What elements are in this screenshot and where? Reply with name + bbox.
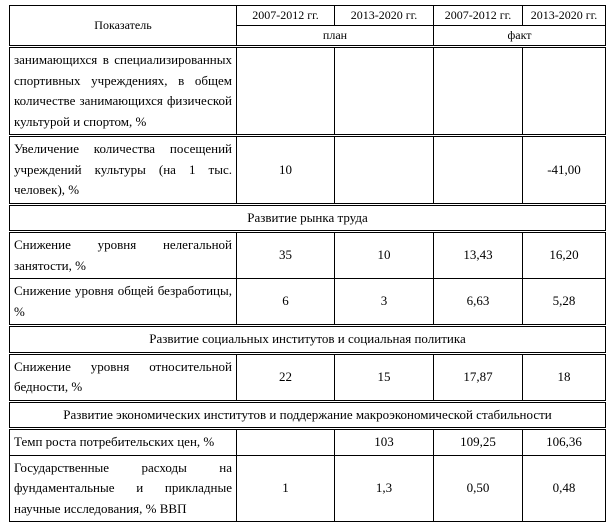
table-row bbox=[10, 455, 606, 522]
period-header: 2007-2012 гг. bbox=[237, 6, 335, 26]
value-cell bbox=[237, 429, 335, 456]
value-cell: 16,20 bbox=[523, 232, 606, 279]
fact-header: факт bbox=[434, 26, 606, 47]
indicator-label: Снижение уровня общей безработицы, % bbox=[10, 279, 237, 326]
value-cell: -41,00 bbox=[523, 136, 606, 205]
value-cell: 109,25 bbox=[434, 429, 523, 456]
indicators-table bbox=[9, 5, 606, 522]
period-header: 2013-2020 гг. bbox=[523, 6, 606, 26]
value-cell: 17,87 bbox=[434, 353, 523, 401]
value-cell: 0,48 bbox=[523, 455, 606, 522]
value-cell: 10 bbox=[335, 232, 434, 279]
section-title: Развитие социальных институтов и социальная политика bbox=[10, 326, 606, 354]
plan-header: план bbox=[237, 26, 434, 47]
value-cell: 18 bbox=[523, 353, 606, 401]
value-cell: 6 bbox=[237, 279, 335, 326]
value-cell: 13,43 bbox=[434, 232, 523, 279]
table-row bbox=[10, 47, 606, 136]
indicators-table-container bbox=[9, 5, 606, 522]
indicator-label: занимающихся в специализированных спортивных учреждениях, в общем количестве занимающихся физической культурой и спортом, % bbox=[10, 47, 237, 136]
section-row bbox=[10, 401, 606, 429]
value-cell bbox=[237, 47, 335, 136]
table-body bbox=[10, 47, 606, 522]
period-header: 2007-2012 гг. bbox=[434, 6, 523, 26]
value-cell: 35 bbox=[237, 232, 335, 279]
section-title: Развитие рынка труда bbox=[10, 204, 606, 232]
value-cell bbox=[335, 47, 434, 136]
indicator-label: Снижение уровня нелегальной занятости, % bbox=[10, 232, 237, 279]
table-row bbox=[10, 136, 606, 205]
value-cell: 15 bbox=[335, 353, 434, 401]
indicator-label: Снижение уровня относительной бедности, % bbox=[10, 353, 237, 401]
section-row bbox=[10, 204, 606, 232]
value-cell: 106,36 bbox=[523, 429, 606, 456]
value-cell bbox=[335, 136, 434, 205]
value-cell: 1,3 bbox=[335, 455, 434, 522]
table-row bbox=[10, 353, 606, 401]
table-row bbox=[10, 279, 606, 326]
period-header: 2013-2020 гг. bbox=[335, 6, 434, 26]
value-cell bbox=[523, 47, 606, 136]
value-cell bbox=[434, 47, 523, 136]
value-cell bbox=[434, 136, 523, 205]
value-cell: 1 bbox=[237, 455, 335, 522]
indicator-header: Показатель bbox=[10, 6, 237, 47]
value-cell: 22 bbox=[237, 353, 335, 401]
section-row bbox=[10, 326, 606, 354]
value-cell: 10 bbox=[237, 136, 335, 205]
table-row bbox=[10, 429, 606, 456]
header-row-periods bbox=[10, 6, 606, 26]
table-row bbox=[10, 232, 606, 279]
section-title: Развитие экономических институтов и поддержание макроэкономической стабильности bbox=[10, 401, 606, 429]
table-header bbox=[10, 6, 606, 47]
value-cell: 0,50 bbox=[434, 455, 523, 522]
value-cell: 103 bbox=[335, 429, 434, 456]
value-cell: 3 bbox=[335, 279, 434, 326]
value-cell: 6,63 bbox=[434, 279, 523, 326]
indicator-label: Темп роста потребительских цен, % bbox=[10, 429, 237, 456]
indicator-label: Увеличение количества посещений учреждений культуры (на 1 тыс. человек), % bbox=[10, 136, 237, 205]
value-cell: 5,28 bbox=[523, 279, 606, 326]
indicator-label: Государственные расходы на фундаментальные и прикладные научные исследования, % ВВП bbox=[10, 455, 237, 522]
